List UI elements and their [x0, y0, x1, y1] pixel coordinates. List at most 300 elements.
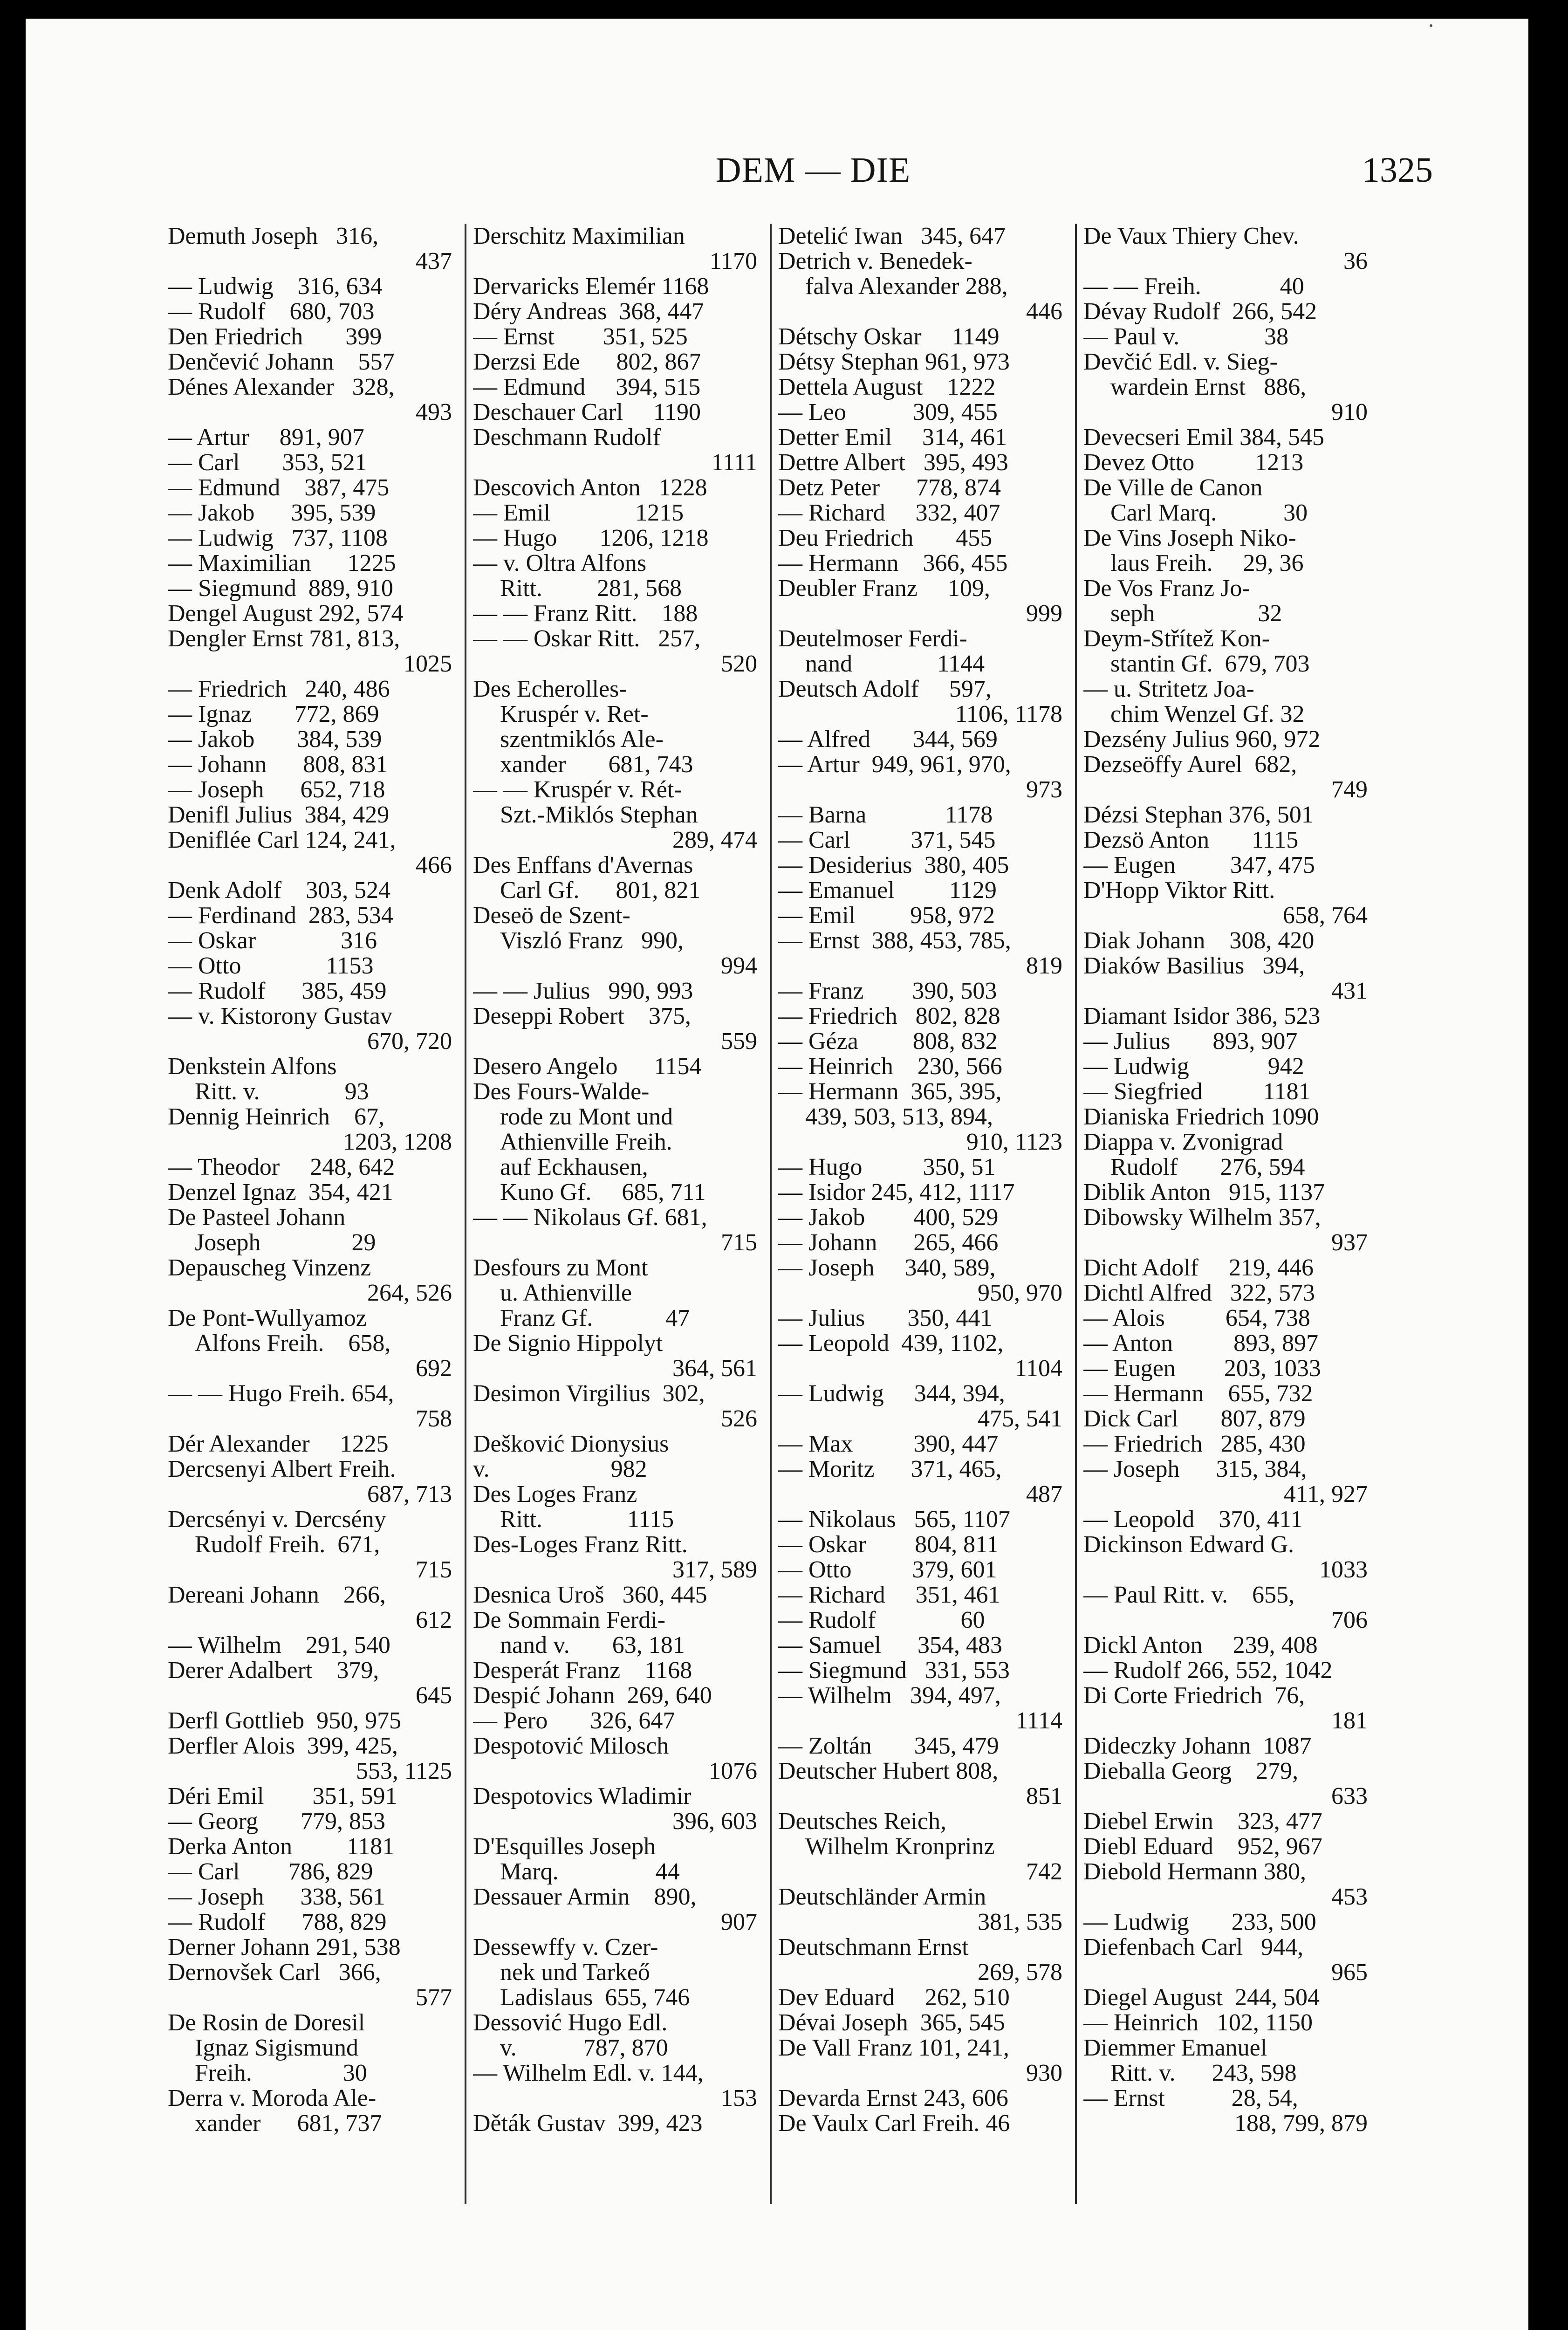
index-entry: Denk Adolf 303, 524 — [168, 878, 391, 903]
entry-page-refs: 937 — [1331, 1230, 1368, 1255]
entry-page-refs: 526 — [721, 1406, 757, 1432]
index-entry: — Samuel 354, 483 — [778, 1633, 1002, 1658]
entry-page-refs: 1203, 1208 — [343, 1130, 452, 1155]
entry-page-refs: 658, 764 — [1283, 903, 1368, 928]
page-number: 1325 — [1362, 151, 1433, 190]
index-entry: — Siegmund 889, 910 — [168, 576, 393, 601]
index-entry: Dengler Ernst 781, 813, — [168, 626, 400, 651]
index-entry: — Paul v. 38 — [1083, 324, 1289, 350]
index-entry: — Johann 808, 831 — [168, 752, 388, 777]
index-entry: — — Julius 990, 993 — [473, 979, 693, 1004]
index-entry: Dennig Heinrich 67, — [168, 1104, 385, 1130]
index-entry: Devčić Edl. v. Sieg- — [1083, 350, 1278, 375]
index-entry: — Anton 893, 897 — [1083, 1331, 1319, 1356]
index-entry: Détschy Oskar 1149 — [778, 324, 1000, 350]
entry-page-refs: 910 — [1331, 400, 1368, 425]
index-entry: 439, 503, 513, 894, — [805, 1104, 993, 1130]
index-entry: Derra v. Moroda Ale- — [168, 2086, 377, 2111]
index-entry: Denkstein Alfons — [168, 1054, 337, 1079]
index-entry: — Friedrich 285, 430 — [1083, 1432, 1306, 1457]
index-entry: Dicht Adolf 219, 446 — [1083, 1255, 1314, 1281]
index-entry: Di Corte Friedrich 76, — [1083, 1683, 1305, 1708]
index-column-1 — [168, 224, 452, 2246]
entry-page-refs: 950, 970 — [978, 1281, 1062, 1306]
index-entry: Marq. 44 — [500, 1859, 680, 1885]
index-entry: Devecseri Emil 384, 545 — [1083, 425, 1324, 450]
index-entry: nand 1144 — [805, 651, 985, 677]
index-entry: Joseph 29 — [195, 1230, 376, 1255]
index-entry: — Julius 350, 441 — [778, 1306, 993, 1331]
index-entry: Dev Eduard 262, 510 — [778, 1985, 1010, 2010]
index-entry: — Moritz 371, 465, — [778, 1457, 1002, 1482]
index-entry: — Oskar 316 — [168, 928, 377, 953]
index-entry: Demuth Joseph 316, — [168, 224, 379, 249]
index-entry: — Wilhelm 394, 497, — [778, 1683, 1001, 1708]
index-entry: Des Loges Franz — [473, 1482, 637, 1507]
index-entry: — v. Kistorony Gustav — [168, 1004, 392, 1029]
index-entry: Dessović Hugo Edl. — [473, 2010, 668, 2035]
index-entry: — Desiderius 380, 405 — [778, 853, 1009, 878]
index-entry: Ritt. v. 93 — [195, 1079, 369, 1104]
index-entry: — Edmund 387, 475 — [168, 475, 390, 500]
index-entry: Dezseöffy Aurel 682, — [1083, 752, 1297, 777]
index-entry: — Barna 1178 — [778, 802, 993, 828]
index-entry: — Eugen 203, 1033 — [1083, 1356, 1321, 1381]
entry-page-refs: 1025 — [404, 651, 452, 677]
entry-page-refs: 487 — [1026, 1482, 1062, 1507]
index-entry: — Hermann 655, 732 — [1083, 1381, 1313, 1406]
entry-page-refs: 577 — [416, 1985, 452, 2010]
index-entry: — Hugo 1206, 1218 — [473, 526, 709, 551]
index-column-2 — [473, 224, 757, 2246]
index-entry: Diamant Isidor 386, 523 — [1083, 1004, 1321, 1029]
index-entry: — Ludwig 316, 634 — [168, 274, 383, 299]
entry-page-refs: 715 — [416, 1557, 452, 1583]
index-entry: — Jakob 384, 539 — [168, 727, 382, 752]
entry-page-refs: 453 — [1331, 1885, 1368, 1910]
index-entry: Dianiska Friedrich 1090 — [1083, 1104, 1319, 1130]
index-entry: Ritt. 281, 568 — [500, 576, 682, 601]
index-entry: Freih. 30 — [195, 2061, 367, 2086]
index-entry: Diak Johann 308, 420 — [1083, 928, 1315, 953]
entry-page-refs: 999 — [1026, 601, 1062, 626]
index-entry: Diegel August 244, 504 — [1083, 1985, 1320, 2010]
index-entry: — Pero 326, 647 — [473, 1708, 675, 1734]
index-entry: Deutelmoser Ferdi- — [778, 626, 967, 651]
index-entry: Rudolf 276, 594 — [1110, 1155, 1305, 1180]
index-entry: falva Alexander 288, — [805, 274, 1008, 299]
entry-page-refs: 645 — [416, 1683, 452, 1708]
index-entry: u. Athienville — [500, 1281, 632, 1306]
index-entry: Ladislaus 655, 746 — [500, 1985, 690, 2010]
index-entry: Dernovšek Carl 366, — [168, 1960, 381, 1985]
index-entry: Deseppi Robert 375, — [473, 1004, 691, 1029]
index-entry: Devez Otto 1213 — [1083, 450, 1304, 475]
index-entry: — Artur 891, 907 — [168, 425, 364, 450]
index-entry: — — Franz Ritt. 188 — [473, 601, 698, 626]
entry-page-refs: 819 — [1026, 953, 1062, 979]
index-entry: Dér Alexander 1225 — [168, 1432, 389, 1457]
index-entry: Devarda Ernst 243, 606 — [778, 2086, 1008, 2111]
entry-page-refs: 188, 799, 879 — [1234, 2111, 1368, 2136]
index-entry: Diemmer Emanuel — [1083, 2035, 1267, 2061]
entry-page-refs: 1170 — [709, 249, 757, 274]
index-entry: Dervaricks Elemér 1168 — [473, 274, 709, 299]
index-entry: — Géza 808, 832 — [778, 1029, 998, 1054]
index-entry: — Ernst 28, 54, — [1083, 2086, 1298, 2111]
index-entry: Dézsi Stephan 376, 501 — [1083, 802, 1314, 828]
index-entry: De Vall Franz 101, 241, — [778, 2035, 1009, 2061]
index-entry: — Leo 309, 455 — [778, 400, 998, 425]
index-entry: Dezsény Julius 960, 972 — [1083, 727, 1321, 752]
index-entry: v. 787, 870 — [500, 2035, 668, 2061]
entry-page-refs: 706 — [1331, 1608, 1368, 1633]
index-entry: Derfl Gottlieb 950, 975 — [168, 1708, 402, 1734]
index-entry: — Alois 654, 738 — [1083, 1306, 1310, 1331]
index-entry: Dénes Alexander 328, — [168, 375, 395, 400]
entry-page-refs: 749 — [1331, 777, 1368, 802]
index-entry: Dešković Dionysius — [473, 1432, 669, 1457]
index-entry: Kruspér v. Ret- — [500, 702, 649, 727]
index-entry: D'Hopp Viktor Ritt. — [1083, 878, 1275, 903]
index-entry: Carl Marq. 30 — [1110, 500, 1308, 526]
entry-page-refs: 1076 — [709, 1759, 757, 1784]
index-entry: Athienville Freih. — [500, 1130, 672, 1155]
index-entry: — Joseph 315, 384, — [1083, 1457, 1307, 1482]
index-entry: Desfours zu Mont — [473, 1255, 648, 1281]
index-entry: xander 681, 737 — [195, 2111, 382, 2136]
index-entry: wardein Ernst 886, — [1110, 375, 1307, 400]
index-entry: Des Enffans d'Avernas — [473, 853, 693, 878]
index-entry: Derzsi Ede 802, 867 — [473, 350, 701, 375]
index-entry: — Friedrich 802, 828 — [778, 1004, 1000, 1029]
index-entry: De Vins Joseph Niko- — [1083, 526, 1296, 551]
index-entry: — Jakob 395, 539 — [168, 500, 376, 526]
index-entry: — Hermann 366, 455 — [778, 551, 1008, 576]
index-entry: Diappa v. Zvonigrad — [1083, 1130, 1283, 1155]
index-entry: De Rosin de Doresil — [168, 2010, 365, 2035]
entry-page-refs: 930 — [1026, 2061, 1062, 2086]
index-entry: Despić Johann 269, 640 — [473, 1683, 712, 1708]
index-entry: Diblik Anton 915, 1137 — [1083, 1180, 1325, 1205]
entry-page-refs: 1106, 1178 — [955, 702, 1062, 727]
index-entry: Diefenbach Carl 944, — [1083, 1935, 1304, 1960]
index-entry: — Rudolf 60 — [778, 1608, 985, 1633]
index-entry: — Ludwig 233, 500 — [1083, 1910, 1316, 1935]
index-entry: — — Freih. 40 — [1083, 274, 1304, 299]
index-entry: — Heinrich 230, 566 — [778, 1054, 1002, 1079]
index-entry: — Maximilian 1225 — [168, 551, 396, 576]
index-column-4 — [1083, 224, 1368, 2246]
entry-page-refs: 633 — [1331, 1784, 1368, 1809]
index-entry: — Joseph 652, 718 — [168, 777, 385, 802]
index-entry: — — Hugo Freih. 654, — [168, 1381, 394, 1406]
index-entry: Dezsö Anton 1115 — [1083, 828, 1299, 853]
index-entry: Dettela August 1222 — [778, 375, 996, 400]
index-entry: Diebold Hermann 380, — [1083, 1859, 1307, 1885]
index-entry: Den Friedrich 399 — [168, 324, 382, 350]
index-entry: De Pont-Wullyamoz — [168, 1306, 367, 1331]
entry-page-refs: 612 — [416, 1608, 452, 1633]
index-entry: Dibowsky Wilhelm 357, — [1083, 1205, 1321, 1230]
index-entry: — Carl 371, 545 — [778, 828, 996, 853]
index-entry: De Vaux Thiery Chev. — [1083, 224, 1299, 249]
index-entry: Dessauer Armin 890, — [473, 1885, 697, 1910]
index-entry: Dengel August 292, 574 — [168, 601, 404, 626]
index-entry: Depauscheg Vinzenz — [168, 1255, 371, 1281]
index-entry: — Ignaz 772, 869 — [168, 702, 379, 727]
index-entry: De Vos Franz Jo- — [1083, 576, 1250, 601]
index-entry: Déry Andreas 368, 447 — [473, 299, 704, 324]
index-entry: Derschitz Maximilian — [473, 224, 685, 249]
index-entry: nek und Tarkeő — [500, 1960, 650, 1985]
index-entry: Deutsches Reich, — [778, 1809, 947, 1834]
index-entry: — Emil 1215 — [473, 500, 684, 526]
index-entry: — Wilhelm 291, 540 — [168, 1633, 390, 1658]
index-entry: Déri Emil 351, 591 — [168, 1784, 397, 1809]
index-entry: rode zu Mont und — [500, 1104, 673, 1130]
entry-page-refs: 1104 — [1014, 1356, 1062, 1381]
index-entry: — Wilhelm Edl. v. 144, — [473, 2061, 704, 2086]
index-entry: Ritt. v. 243, 598 — [1110, 2061, 1297, 2086]
index-entry: — Ernst 351, 525 — [473, 324, 688, 350]
print-speck — [1430, 24, 1432, 27]
index-entry: De Ville de Canon — [1083, 475, 1263, 500]
index-entry: — Hermann 365, 395, — [778, 1079, 1002, 1104]
index-entry: Desero Angelo 1154 — [473, 1054, 702, 1079]
index-entry: — Nikolaus 565, 1107 — [778, 1507, 1010, 1532]
index-entry: Detter Emil 314, 461 — [778, 425, 1007, 450]
entry-page-refs: 431 — [1331, 979, 1368, 1004]
entry-page-refs: 1033 — [1319, 1557, 1368, 1583]
entry-page-refs: 264, 526 — [367, 1281, 452, 1306]
index-entry: szentmiklós Ale- — [500, 727, 664, 752]
index-entry: Despotovics Wladimir — [473, 1784, 692, 1809]
entry-page-refs: 381, 535 — [978, 1910, 1062, 1935]
index-entry: — Rudolf 266, 552, 1042 — [1083, 1658, 1333, 1683]
index-entry: Wilhelm Kronprinz — [805, 1834, 995, 1859]
entry-page-refs: 758 — [416, 1406, 452, 1432]
entry-page-refs: 493 — [416, 400, 452, 425]
entry-page-refs: 851 — [1026, 1784, 1062, 1809]
index-entry: — Otto 1153 — [168, 953, 374, 979]
index-entry: — v. Oltra Alfons — [473, 551, 647, 576]
column-rule — [1075, 224, 1077, 2204]
index-entry: Detelić Iwan 345, 647 — [778, 224, 1006, 249]
index-entry: Dettre Albert 395, 493 — [778, 450, 1008, 475]
index-entry: — Carl 786, 829 — [168, 1859, 373, 1885]
index-entry: — — Kruspér v. Rét- — [473, 777, 682, 802]
index-entry: — Friedrich 240, 486 — [168, 677, 390, 702]
index-entry: — Johann 265, 466 — [778, 1230, 999, 1255]
entry-page-refs: 153 — [721, 2086, 757, 2111]
index-entry: — Ludwig 942 — [1083, 1054, 1304, 1079]
index-entry: — Artur 949, 961, 970, — [778, 752, 1011, 777]
index-entry: Deseö de Szent- — [473, 903, 630, 928]
index-entry: — Theodor 248, 642 — [168, 1155, 395, 1180]
index-entry: De Vaulx Carl Freih. 46 — [778, 2111, 1010, 2136]
entry-page-refs: 910, 1123 — [966, 1130, 1062, 1155]
entry-page-refs: 475, 541 — [978, 1406, 1062, 1432]
entry-page-refs: 466 — [416, 853, 452, 878]
index-entry: Alfons Freih. 658, — [195, 1331, 391, 1356]
index-entry: Desnica Uroš 360, 445 — [473, 1583, 707, 1608]
index-entry: — Max 390, 447 — [778, 1432, 999, 1457]
index-entry: Dichtl Alfred 322, 573 — [1083, 1281, 1315, 1306]
entry-page-refs: 692 — [416, 1356, 452, 1381]
index-entry: Derer Adalbert 379, — [168, 1658, 379, 1683]
column-rule — [465, 224, 466, 2204]
entry-page-refs: 965 — [1331, 1960, 1368, 1985]
index-entry: Dick Carl 807, 879 — [1083, 1406, 1306, 1432]
column-rule — [770, 224, 772, 2204]
entry-page-refs: 973 — [1026, 777, 1062, 802]
index-entry: — Ludwig 737, 1108 — [168, 526, 388, 551]
index-entry: Deubler Franz 109, — [778, 576, 990, 601]
index-entry: Détsy Stephan 961, 973 — [778, 350, 1010, 375]
index-entry: laus Freih. 29, 36 — [1110, 551, 1304, 576]
entry-page-refs: 181 — [1331, 1708, 1368, 1734]
index-entry: Deym-Střítež Kon- — [1083, 626, 1270, 651]
index-entry: Derka Anton 1181 — [168, 1834, 395, 1859]
index-entry: Kuno Gf. 685, 711 — [500, 1180, 706, 1205]
entry-page-refs: 411, 927 — [1283, 1482, 1368, 1507]
index-entry: — Julius 893, 907 — [1083, 1029, 1298, 1054]
index-entry: D'Esquilles Joseph — [473, 1834, 656, 1859]
index-entry: — Rudolf 385, 459 — [168, 979, 387, 1004]
entry-page-refs: 289, 474 — [672, 828, 757, 853]
index-entry: — Joseph 340, 589, — [778, 1255, 996, 1281]
entry-page-refs: 317, 589 — [672, 1557, 757, 1583]
entry-page-refs: 269, 578 — [978, 1960, 1062, 1985]
index-entry: — Siegfried 1181 — [1083, 1079, 1311, 1104]
entry-page-refs: 715 — [721, 1230, 757, 1255]
index-entry: — Paul Ritt. v. 655, — [1083, 1583, 1295, 1608]
index-entry: — Heinrich 102, 1150 — [1083, 2010, 1313, 2035]
index-entry: Dickl Anton 239, 408 — [1083, 1633, 1318, 1658]
index-entry: Des-Loges Franz Ritt. — [473, 1532, 688, 1557]
entry-page-refs: 559 — [721, 1029, 757, 1054]
index-entry: Des Fours-Walde- — [473, 1079, 650, 1104]
entry-page-refs: 364, 561 — [672, 1356, 757, 1381]
index-entry: Deutscher Hubert 808, — [778, 1759, 999, 1784]
index-entry: De Pasteel Johann — [168, 1205, 346, 1230]
index-entry: Deniflée Carl 124, 241, — [168, 828, 396, 853]
index-entry: — Ferdinand 283, 534 — [168, 903, 393, 928]
index-entry: xander 681, 743 — [500, 752, 693, 777]
index-entry: Dévai Joseph 365, 545 — [778, 2010, 1005, 2035]
index-column-3 — [778, 224, 1062, 2246]
index-entry: — Emanuel 1129 — [778, 878, 997, 903]
index-entry: — Rudolf 788, 829 — [168, 1910, 387, 1935]
entry-page-refs: 437 — [416, 249, 452, 274]
entry-page-refs: 446 — [1026, 299, 1062, 324]
page-header — [26, 147, 1528, 212]
index-entry: seph 32 — [1110, 601, 1282, 626]
index-entry: Derner Johann 291, 538 — [168, 1935, 401, 1960]
index-entry: Deutschmann Ernst — [778, 1935, 969, 1960]
index-entry: Franz Gf. 47 — [500, 1306, 690, 1331]
index-entry: Deutschländer Armin — [778, 1885, 986, 1910]
running-head: DEM — DIE — [715, 151, 911, 190]
entry-page-refs: 907 — [721, 1910, 757, 1935]
index-entry: — Siegmund 331, 553 — [778, 1658, 1010, 1683]
index-entry: Derfler Alois 399, 425, — [168, 1734, 398, 1759]
index-entry: Dieballa Georg 279, — [1083, 1759, 1299, 1784]
index-entry: Denzel Ignaz 354, 421 — [168, 1180, 393, 1205]
index-entry: — — Nikolaus Gf. 681, — [473, 1205, 707, 1230]
entry-page-refs: 396, 603 — [672, 1809, 757, 1834]
entry-page-refs: 553, 1125 — [356, 1759, 452, 1784]
index-entry: Detz Peter 778, 874 — [778, 475, 1001, 500]
index-entry: chim Wenzel Gf. 32 — [1110, 702, 1305, 727]
index-entry: — u. Stritetz Joa- — [1083, 677, 1254, 702]
entry-page-refs: 742 — [1026, 1859, 1062, 1885]
index-entry: — Oskar 804, 811 — [778, 1532, 999, 1557]
entry-page-refs: 1114 — [1015, 1708, 1062, 1734]
index-entry: De Signio Hippolyt — [473, 1331, 663, 1356]
index-entry: — Eugen 347, 475 — [1083, 853, 1315, 878]
entry-page-refs: 994 — [721, 953, 757, 979]
index-entry: Dercsenyi Albert Freih. — [168, 1457, 396, 1482]
index-entry: — Hugo 350, 51 — [778, 1155, 996, 1180]
index-entry: — Rudolf 680, 703 — [168, 299, 375, 324]
entry-page-refs: 520 — [721, 651, 757, 677]
index-entry: — Leopold 439, 1102, — [778, 1331, 1004, 1356]
index-entry: — Carl 353, 521 — [168, 450, 367, 475]
index-entry: Denčević Johann 557 — [168, 350, 395, 375]
index-entry: Rudolf Freih. 671, — [195, 1532, 380, 1557]
index-entry: Dercsényi v. Dercsény — [168, 1507, 386, 1532]
index-entry: — Ludwig 344, 394, — [778, 1381, 1005, 1406]
index-entry: Descovich Anton 1228 — [473, 475, 707, 500]
index-entry: — Emil 958, 972 — [778, 903, 995, 928]
index-entry: Denifl Julius 384, 429 — [168, 802, 390, 828]
index-entry: Ignaz Sigismund — [195, 2035, 358, 2061]
index-entry: Szt.-Miklós Stephan — [500, 802, 698, 828]
index-entry: stantin Gf. 679, 703 — [1110, 651, 1310, 677]
index-entry: Desperát Franz 1168 — [473, 1658, 692, 1683]
index-entry: — Franz 390, 503 — [778, 979, 997, 1004]
index-entry: Carl Gf. 801, 821 — [500, 878, 701, 903]
index-entry: — Zoltán 345, 479 — [778, 1734, 999, 1759]
index-entry: Viszló Franz 990, — [500, 928, 684, 953]
index-entry: v. 982 — [473, 1457, 647, 1482]
index-entry: — Leopold 370, 411 — [1083, 1507, 1303, 1532]
index-entry: Desimon Virgilius 302, — [473, 1381, 705, 1406]
index-entry: — Richard 351, 461 — [778, 1583, 1000, 1608]
index-entry: Deutsch Adolf 597, — [778, 677, 992, 702]
index-entry: auf Eckhausen, — [500, 1155, 648, 1180]
index-entry: Dickinson Edward G. — [1083, 1532, 1294, 1557]
index-entry: — Ernst 388, 453, 785, — [778, 928, 1011, 953]
index-entry: Diebl Eduard 952, 967 — [1083, 1834, 1322, 1859]
index-entry: Dessewffy v. Czer- — [473, 1935, 658, 1960]
entry-page-refs: 687, 713 — [367, 1482, 452, 1507]
index-entry: Ritt. 1115 — [500, 1507, 674, 1532]
index-entry: Detrich v. Benedek- — [778, 249, 972, 274]
index-entry: Děták Gustav 399, 423 — [473, 2111, 703, 2136]
index-entry: — Joseph 338, 561 — [168, 1885, 385, 1910]
index-entry: Dideczky Johann 1087 — [1083, 1734, 1312, 1759]
index-entry: — Georg 779, 853 — [168, 1809, 386, 1834]
index-entry: Deschmann Rudolf — [473, 425, 661, 450]
index-entry: Dereani Johann 266, — [168, 1583, 386, 1608]
index-entry: nand v. 63, 181 — [500, 1633, 685, 1658]
index-entry: Deu Friedrich 455 — [778, 526, 993, 551]
index-entry: De Sommain Ferdi- — [473, 1608, 666, 1633]
index-entry: — Otto 379, 601 — [778, 1557, 997, 1583]
